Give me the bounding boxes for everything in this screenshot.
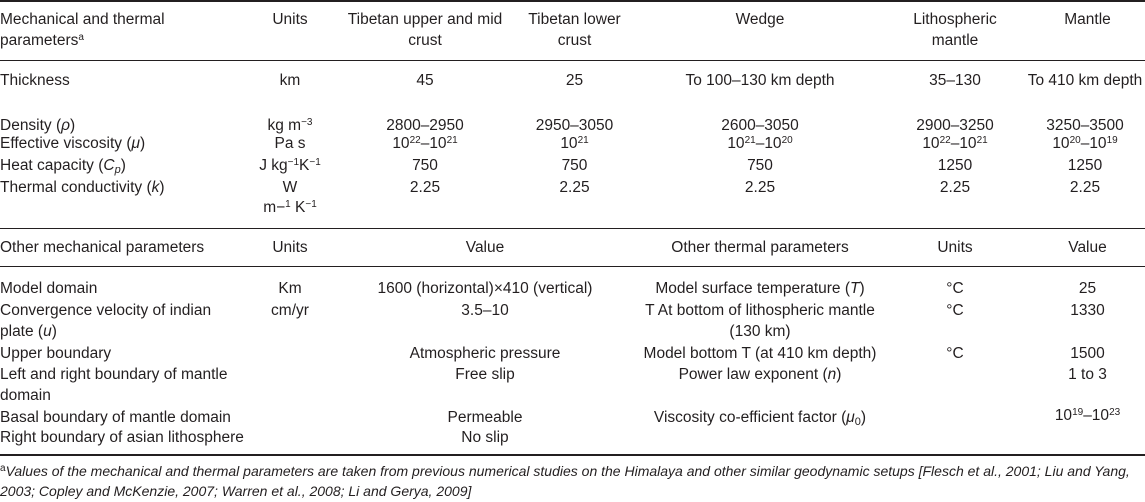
table-cell: Viscosity co-efficient factor $(\mu_0)$ xyxy=(653,409,867,428)
row-viscosity-upper: $10^{22}-10^{21}$ xyxy=(392,135,458,152)
header-param: Mechanical and thermal parameters$^a$ xyxy=(0,11,165,49)
table-row: Left and right boundary of mantle domain xyxy=(0,366,228,404)
row-conductivity-wedge: 2.25 xyxy=(744,179,776,196)
second-header-rule xyxy=(0,266,1145,267)
row-density-name: Density (ρ) xyxy=(0,117,76,134)
footnote: $^a$Values of the mechanical and thermal parameters are taken from previous numerical studies on the Himalaya and other similar geodynamic setups [Flesch et al., 2001; Liu and Yang, 2003; Copley and McKenzie, 2007; Warren et al., 2008; Li and Gerya, 2009] xyxy=(0,463,1130,499)
header-value-2: Value xyxy=(1068,239,1107,256)
header-upper-mid-crust: Tibetan upper and mid crust xyxy=(347,11,503,49)
row-heat-capacity-upper: 750 xyxy=(412,157,438,174)
row-heat-capacity-units: J $kg^{-1}K^{-1}$ xyxy=(259,157,321,174)
header-units: Units xyxy=(272,11,308,28)
row-conductivity-units-line2: m−$^1$ $K^{-1}$ xyxy=(263,199,317,216)
header-lower-crust: Tibetan lower crust xyxy=(528,11,621,49)
table-cell: 25 xyxy=(1078,280,1097,297)
table-cell: Model surface temperature (T) xyxy=(655,280,865,297)
row-viscosity-wedge: $10^{21}-10^{20}$ xyxy=(727,135,793,152)
header-bottom-rule xyxy=(0,60,1145,61)
row-thickness-units: km xyxy=(279,72,301,89)
row-heat-capacity-mantle: 1250 xyxy=(1067,157,1103,174)
table-cell: °C xyxy=(946,302,964,319)
header-mantle: Mantle xyxy=(1064,11,1111,28)
row-conductivity-lower: 2.25 xyxy=(559,179,590,196)
table-cell: No slip xyxy=(461,429,509,446)
row-density-lith: 2900–3250 xyxy=(916,117,994,134)
row-density-upper: 2800–2950 xyxy=(386,117,464,134)
row-thickness-wedge: To 100–130 km depth xyxy=(685,72,835,89)
row-heat-capacity-wedge: 750 xyxy=(747,157,773,174)
table-row: Model domain xyxy=(0,280,98,297)
row-thickness-upper: 45 xyxy=(416,72,434,89)
table-row: Convergence velocity of indian plate (u) xyxy=(0,302,212,340)
row-density-lower: 2950–3050 xyxy=(535,117,614,134)
row-conductivity-mantle: 2.25 xyxy=(1069,179,1101,196)
header-value: Value xyxy=(465,239,505,256)
table-cell: Atmospheric pressure xyxy=(409,345,561,362)
row-viscosity-mantle: $10^{20}-10^{19}$ xyxy=(1052,135,1118,152)
header-units-3: Units xyxy=(937,239,973,256)
row-viscosity-name: Effective viscosity (μ) xyxy=(0,135,146,152)
row-thickness-name: Thickness xyxy=(0,72,70,89)
table-cell: °C xyxy=(946,345,964,362)
table-cell: 1600 (horizontal)×410 (vertical) xyxy=(377,280,593,297)
row-thickness-mantle: To 410 km depth xyxy=(1027,72,1143,89)
table-bottom-rule xyxy=(0,454,1145,456)
row-viscosity-lower: $10^{21}$ xyxy=(560,135,589,152)
row-conductivity-lith: 2.25 xyxy=(939,179,971,196)
table-row: Basal boundary of mantle domain xyxy=(0,409,231,426)
table-cell: $10^{19}-10^{23}$ xyxy=(1054,407,1121,424)
table-cell: 1500 xyxy=(1070,345,1105,362)
row-thickness-lith: 35–130 xyxy=(929,72,981,89)
table-cell: Km xyxy=(278,280,302,297)
row-density-mantle: 3250–3500 xyxy=(1046,117,1124,134)
row-heat-capacity-lower: 750 xyxy=(561,157,588,174)
header-other-thermal: Other thermal parameters xyxy=(671,239,849,256)
table-cell: 3.5–10 xyxy=(461,302,509,319)
row-viscosity-lith: $10^{22}-10^{21}$ xyxy=(922,135,988,152)
row-density-wedge: 2600–3050 xyxy=(721,117,799,134)
table-cell: Free slip xyxy=(455,366,515,383)
header-other-mech: Other mechanical parameters xyxy=(0,239,205,256)
row-heat-capacity-lith: 1250 xyxy=(937,157,973,174)
table-top-rule xyxy=(0,0,1145,2)
section-divider-rule xyxy=(0,228,1145,229)
table-cell: °C xyxy=(946,280,964,297)
row-heat-capacity-name: Heat capacity $(C_p)$ xyxy=(0,157,126,176)
table-cell: 1 to 3 xyxy=(1068,366,1107,383)
row-conductivity-name: Thermal conductivity (k) xyxy=(0,179,165,196)
header-units-2: Units xyxy=(272,239,308,256)
table-cell: T At bottom of lithospheric mantle (130 km) xyxy=(645,302,875,340)
header-lith-mantle: Lithospheric mantle xyxy=(913,11,997,49)
header-wedge: Wedge xyxy=(735,11,785,28)
table-row: Upper boundary xyxy=(0,345,112,362)
table-cell: cm/yr xyxy=(271,302,309,319)
row-density-units: kg $m^{-3}$ xyxy=(267,117,313,134)
row-viscosity-units: Pa s xyxy=(274,135,306,152)
row-conductivity-upper: 2.25 xyxy=(409,179,441,196)
row-thickness-lower: 25 xyxy=(565,72,584,89)
table-cell: 1330 xyxy=(1070,302,1105,319)
table-cell: Power law exponent (n) xyxy=(678,366,842,383)
table-cell: Model bottom T (at 410 km depth) xyxy=(643,345,877,362)
row-conductivity-units-line1: W xyxy=(282,179,298,196)
table-row: Right boundary of asian lithosphere xyxy=(0,429,244,446)
table-cell: Permeable xyxy=(447,409,523,426)
